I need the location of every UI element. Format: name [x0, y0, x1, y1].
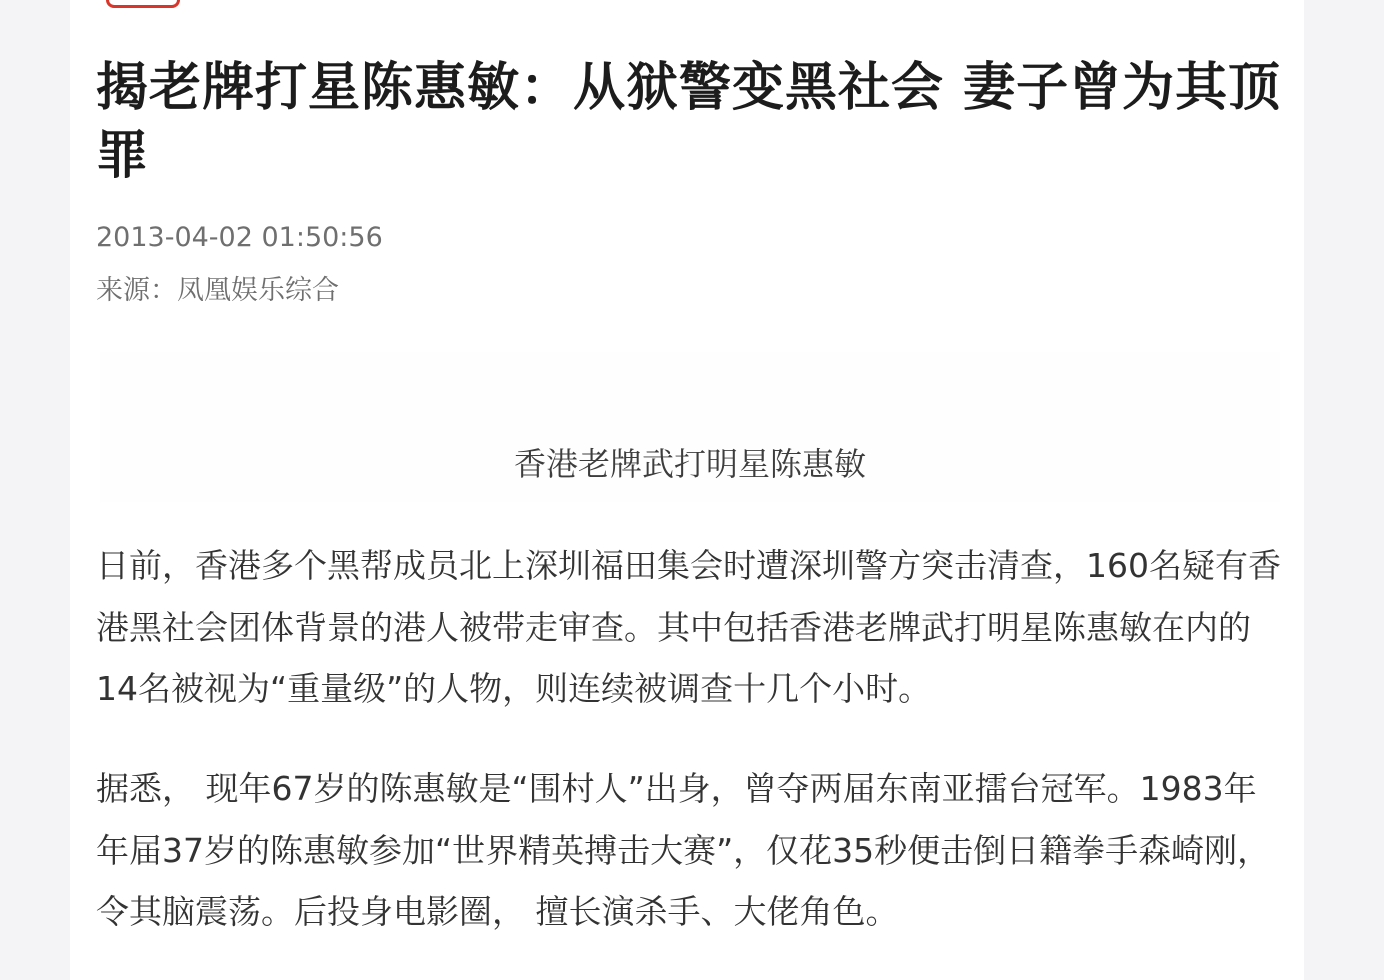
article-source: 来源：凤凰娱乐综合 — [96, 275, 339, 306]
image-caption: 香港老牌武打明星陈惠敏 — [513, 445, 866, 483]
site-logo[interactable] — [106, 0, 180, 8]
article-title: 揭老牌打星陈惠敏：从狱警变黑社会 妻子曾为其顶罪 — [96, 58, 1282, 186]
publish-timestamp: 2013-04-02 01:50:56 — [96, 222, 383, 253]
article-paragraph: 日前，香港多个黑帮成员北上深圳福田集会时遭深圳警方突击清查，160名疑有香港黑社会团体背景的港人被带走审查。其中包括香港老牌武打明星陈惠敏在内的14名被视为“重量级”的人物，则连续被调查十几个小时。 — [96, 546, 1281, 708]
article-paragraph: 据悉， 现年67岁的陈惠敏是“围村人”出身，曾夺两届东南亚擂台冠军。1983年年届37岁的陈惠敏参加“世界精英搏击大赛”，仅花35秒便击倒日籍拳手森崎刚，令其脑震荡。后投身电影圈， 擅长演杀手、大佬角色。 — [96, 769, 1271, 931]
